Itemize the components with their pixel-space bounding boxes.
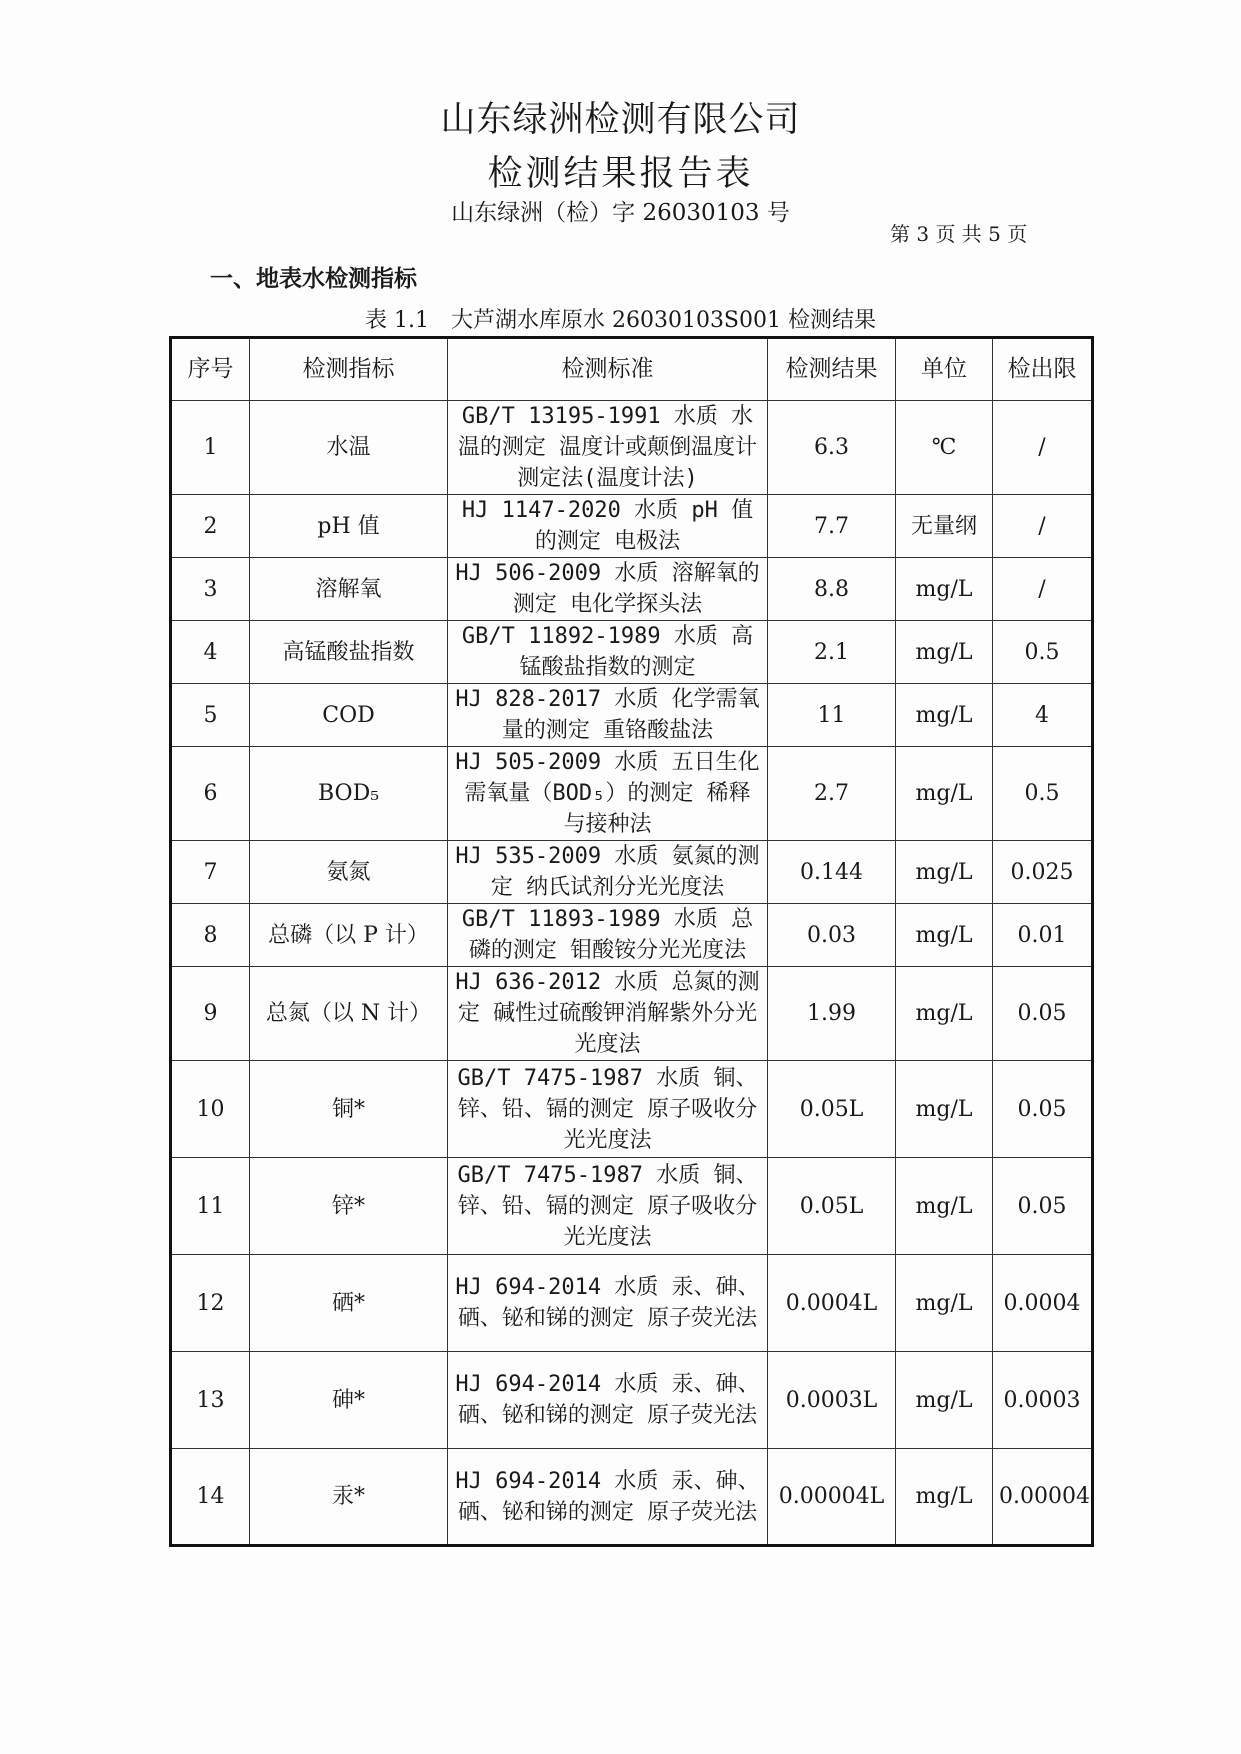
cell-unit: mg/L xyxy=(896,1255,993,1352)
cell-limit: / xyxy=(993,495,1093,558)
cell-item: 铜* xyxy=(250,1061,448,1158)
cell-standard: HJ 1147-2020 水质 pH 值的测定 电极法 xyxy=(448,495,768,558)
cell-item: 总氮（以 N 计） xyxy=(250,967,448,1061)
col-header-no: 序号 xyxy=(171,338,250,401)
cell-no: 6 xyxy=(171,747,250,841)
cell-standard: GB/T 7475-1987 水质 铜、锌、铅、镉的测定 原子吸收分光光度法 xyxy=(448,1158,768,1255)
cell-limit: 0.00004 xyxy=(993,1449,1093,1546)
cell-unit: mg/L xyxy=(896,904,993,967)
cell-result: 0.03 xyxy=(768,904,896,967)
cell-item: 高锰酸盐指数 xyxy=(250,621,448,684)
table-header-row xyxy=(171,338,1093,401)
cell-item: 锌* xyxy=(250,1158,448,1255)
report-number: 山东绿洲（检）字 26030103 号 xyxy=(451,200,790,226)
section-title: 一、地表水检测指标 xyxy=(210,265,417,292)
cell-item: 氨氮 xyxy=(250,841,448,904)
cell-limit: 0.05 xyxy=(993,1061,1093,1158)
cell-unit: mg/L xyxy=(896,621,993,684)
cell-standard: GB/T 13195-1991 水质 水温的测定 温度计或颠倒温度计测定法(温度计法) xyxy=(448,401,768,495)
cell-no: 7 xyxy=(171,841,250,904)
cell-result: 0.05L xyxy=(768,1158,896,1255)
cell-result: 0.144 xyxy=(768,841,896,904)
cell-no: 1 xyxy=(171,401,250,495)
cell-unit: 无量纲 xyxy=(896,495,993,558)
cell-no: 12 xyxy=(171,1255,250,1352)
cell-limit: 0.5 xyxy=(993,621,1093,684)
cell-no: 4 xyxy=(171,621,250,684)
cell-item: 溶解氧 xyxy=(250,558,448,621)
cell-standard: HJ 694-2014 水质 汞、砷、硒、铋和锑的测定 原子荧光法 xyxy=(448,1255,768,1352)
col-header-standard: 检测标准 xyxy=(448,338,768,401)
col-header-item: 检测指标 xyxy=(250,338,448,401)
cell-standard: HJ 535-2009 水质 氨氮的测定 纳氏试剂分光光度法 xyxy=(448,841,768,904)
cell-limit: 0.0003 xyxy=(993,1352,1093,1449)
cell-result: 2.7 xyxy=(768,747,896,841)
cell-limit: 0.5 xyxy=(993,747,1093,841)
cell-no: 9 xyxy=(171,967,250,1061)
cell-standard: HJ 694-2014 水质 汞、砷、硒、铋和锑的测定 原子荧光法 xyxy=(448,1352,768,1449)
results-table xyxy=(169,336,1094,1547)
cell-limit: / xyxy=(993,401,1093,495)
cell-result: 2.1 xyxy=(768,621,896,684)
cell-limit: / xyxy=(993,558,1093,621)
cell-item: COD xyxy=(250,684,448,747)
page-number: 第 3 页 共 5 页 xyxy=(890,222,1028,246)
cell-no: 8 xyxy=(171,904,250,967)
cell-no: 2 xyxy=(171,495,250,558)
col-header-unit: 单位 xyxy=(896,338,993,401)
table-row xyxy=(171,401,1093,495)
cell-unit: mg/L xyxy=(896,1449,993,1546)
cell-limit: 4 xyxy=(993,684,1093,747)
cell-item: 总磷（以 P 计） xyxy=(250,904,448,967)
cell-standard: HJ 636-2012 水质 总氮的测定 碱性过硫酸钾消解紫外分光光度法 xyxy=(448,967,768,1061)
table-row xyxy=(171,1255,1093,1352)
cell-item: BOD₅ xyxy=(250,747,448,841)
table-row xyxy=(171,621,1093,684)
cell-unit: mg/L xyxy=(896,684,993,747)
cell-result: 0.00004L xyxy=(768,1449,896,1546)
cell-item: 砷* xyxy=(250,1352,448,1449)
cell-standard: GB/T 11892-1989 水质 高锰酸盐指数的测定 xyxy=(448,621,768,684)
company-name: 山东绿洲检测有限公司 xyxy=(440,100,801,140)
cell-limit: 0.01 xyxy=(993,904,1093,967)
cell-result: 0.0003L xyxy=(768,1352,896,1449)
cell-no: 14 xyxy=(171,1449,250,1546)
cell-no: 10 xyxy=(171,1061,250,1158)
table-caption: 表 1.1 大芦湖水库原水 26030103S001 检测结果 xyxy=(364,308,876,333)
cell-result: 0.05L xyxy=(768,1061,896,1158)
cell-unit: mg/L xyxy=(896,747,993,841)
table-row xyxy=(171,495,1093,558)
col-header-limit: 检出限 xyxy=(993,338,1093,401)
cell-result: 7.7 xyxy=(768,495,896,558)
table-row xyxy=(171,558,1093,621)
cell-unit: mg/L xyxy=(896,1158,993,1255)
cell-item: 水温 xyxy=(250,401,448,495)
table-row xyxy=(171,1449,1093,1546)
cell-no: 13 xyxy=(171,1352,250,1449)
cell-unit: mg/L xyxy=(896,967,993,1061)
cell-result: 0.0004L xyxy=(768,1255,896,1352)
cell-limit: 0.0004 xyxy=(993,1255,1093,1352)
col-header-result: 检测结果 xyxy=(768,338,896,401)
table-row xyxy=(171,1061,1093,1158)
cell-result: 6.3 xyxy=(768,401,896,495)
table-row xyxy=(171,1352,1093,1449)
cell-result: 8.8 xyxy=(768,558,896,621)
cell-result: 11 xyxy=(768,684,896,747)
cell-limit: 0.05 xyxy=(993,1158,1093,1255)
cell-unit: mg/L xyxy=(896,1061,993,1158)
table-row xyxy=(171,1158,1093,1255)
cell-no: 3 xyxy=(171,558,250,621)
cell-item: pH 值 xyxy=(250,495,448,558)
cell-standard: HJ 505-2009 水质 五日生化需氧量（BOD₅）的测定 稀释与接种法 xyxy=(448,747,768,841)
cell-limit: 0.05 xyxy=(993,967,1093,1061)
cell-unit: mg/L xyxy=(896,558,993,621)
table-row xyxy=(171,841,1093,904)
table-row xyxy=(171,904,1093,967)
cell-standard: GB/T 11893-1989 水质 总磷的测定 钼酸铵分光光度法 xyxy=(448,904,768,967)
cell-unit: mg/L xyxy=(896,841,993,904)
cell-no: 5 xyxy=(171,684,250,747)
table-row xyxy=(171,747,1093,841)
cell-unit: mg/L xyxy=(896,1352,993,1449)
cell-result: 1.99 xyxy=(768,967,896,1061)
table-row xyxy=(171,967,1093,1061)
table-row xyxy=(171,684,1093,747)
cell-no: 11 xyxy=(171,1158,250,1255)
cell-limit: 0.025 xyxy=(993,841,1093,904)
cell-standard: GB/T 7475-1987 水质 铜、锌、铅、镉的测定 原子吸收分光光度法 xyxy=(448,1061,768,1158)
cell-standard: HJ 506-2009 水质 溶解氧的测定 电化学探头法 xyxy=(448,558,768,621)
report-title: 检测结果报告表 xyxy=(487,154,754,194)
cell-unit: ℃ xyxy=(896,401,993,495)
cell-standard: HJ 828-2017 水质 化学需氧量的测定 重铬酸盐法 xyxy=(448,684,768,747)
cell-standard: HJ 694-2014 水质 汞、砷、硒、铋和锑的测定 原子荧光法 xyxy=(448,1449,768,1546)
cell-item: 硒* xyxy=(250,1255,448,1352)
cell-item: 汞* xyxy=(250,1449,448,1546)
